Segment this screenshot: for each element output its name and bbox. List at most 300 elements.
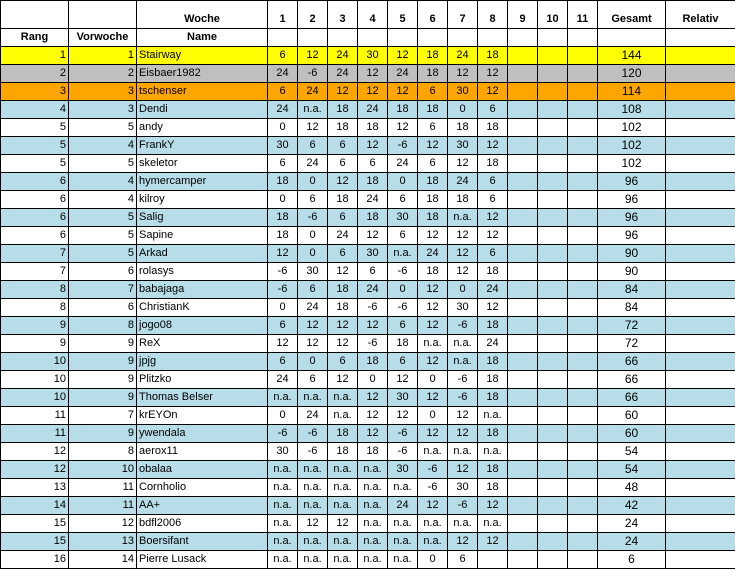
week-score-cell-empty xyxy=(538,551,568,569)
relative-cell xyxy=(666,83,735,101)
week-score-cell: 12 xyxy=(478,65,508,83)
week-score-cell: 18 xyxy=(358,119,388,137)
week-score-cell: 6 xyxy=(268,317,298,335)
table-row xyxy=(1,245,735,263)
rank-cell: 6 xyxy=(1,173,69,191)
week-score-cell: 6 xyxy=(388,353,418,371)
header-vorwoche: Vorwoche xyxy=(69,29,137,47)
week-score-cell: 6 xyxy=(268,47,298,65)
week-score-cell: -6 xyxy=(418,479,448,497)
table-row xyxy=(1,371,735,389)
week-score-cell: 24 xyxy=(448,173,478,191)
week-score-cell: n.a. xyxy=(478,443,508,461)
week-score-cell: 12 xyxy=(268,245,298,263)
week-score-cell-empty xyxy=(568,191,598,209)
header-row-labels xyxy=(1,29,735,47)
table-row xyxy=(1,191,735,209)
week-score-cell: n.a. xyxy=(298,389,328,407)
relative-cell xyxy=(666,425,735,443)
player-name-cell: kilroy xyxy=(137,191,268,209)
week-score-cell: 18 xyxy=(478,263,508,281)
week-score-cell: 12 xyxy=(448,533,478,551)
week-score-cell: 12 xyxy=(418,137,448,155)
week-score-cell: 12 xyxy=(268,335,298,353)
player-name-cell: Cornholio xyxy=(137,479,268,497)
week-score-cell: 18 xyxy=(418,191,448,209)
week-score-cell: 18 xyxy=(358,353,388,371)
rank-cell: 8 xyxy=(1,299,69,317)
relative-cell xyxy=(666,479,735,497)
relative-cell xyxy=(666,281,735,299)
week-score-cell: -6 xyxy=(388,137,418,155)
week-score-cell: n.a. xyxy=(388,479,418,497)
previous-week-cell: 3 xyxy=(69,83,137,101)
week-score-cell: 6 xyxy=(478,191,508,209)
week-score-cell: 18 xyxy=(478,47,508,65)
week-score-cell: 0 xyxy=(448,101,478,119)
week-score-cell-empty xyxy=(508,407,538,425)
week-score-cell: 0 xyxy=(298,173,328,191)
total-cell: 66 xyxy=(598,353,666,371)
week-score-cell-empty xyxy=(538,245,568,263)
week-score-cell-empty xyxy=(538,371,568,389)
week-score-cell: 18 xyxy=(478,353,508,371)
relative-cell xyxy=(666,191,735,209)
week-score-cell-empty xyxy=(508,83,538,101)
week-score-cell: 30 xyxy=(448,479,478,497)
week-score-cell: 18 xyxy=(478,371,508,389)
week-score-cell: 6 xyxy=(388,227,418,245)
week-score-cell: 0 xyxy=(268,299,298,317)
header-name: Name xyxy=(137,29,268,47)
week-score-cell: 6 xyxy=(328,137,358,155)
week-score-cell-empty xyxy=(538,389,568,407)
week-score-cell: 12 xyxy=(388,119,418,137)
week-score-cell: 24 xyxy=(358,191,388,209)
table-row xyxy=(1,155,735,173)
header-blank xyxy=(448,29,478,47)
week-score-cell-empty xyxy=(568,155,598,173)
total-cell: 60 xyxy=(598,407,666,425)
total-cell: 102 xyxy=(598,137,666,155)
rank-cell: 16 xyxy=(1,551,69,569)
relative-cell xyxy=(666,137,735,155)
week-score-cell: 12 xyxy=(448,155,478,173)
relative-cell xyxy=(666,245,735,263)
week-score-cell: n.a. xyxy=(478,515,508,533)
week-score-cell-empty xyxy=(568,335,598,353)
header-blank xyxy=(598,29,666,47)
week-score-cell: 18 xyxy=(418,101,448,119)
rank-cell: 5 xyxy=(1,119,69,137)
header-week-6: 6 xyxy=(418,1,448,29)
week-score-cell-empty xyxy=(568,497,598,515)
week-score-cell: 0 xyxy=(418,371,448,389)
week-score-cell: 30 xyxy=(298,263,328,281)
week-score-cell: n.a. xyxy=(358,515,388,533)
week-score-cell-empty xyxy=(538,299,568,317)
week-score-cell: 12 xyxy=(358,317,388,335)
table-row xyxy=(1,497,735,515)
rank-cell: 4 xyxy=(1,101,69,119)
week-score-cell: 6 xyxy=(268,353,298,371)
week-score-cell-empty xyxy=(538,353,568,371)
player-name-cell: jogo08 xyxy=(137,317,268,335)
player-name-cell: skeletor xyxy=(137,155,268,173)
total-cell: 90 xyxy=(598,263,666,281)
week-score-cell-empty xyxy=(508,533,538,551)
rank-cell: 15 xyxy=(1,515,69,533)
week-score-cell: 0 xyxy=(268,191,298,209)
previous-week-cell: 5 xyxy=(69,245,137,263)
total-cell: 96 xyxy=(598,173,666,191)
week-score-cell-empty xyxy=(538,101,568,119)
week-score-cell: -6 xyxy=(388,299,418,317)
week-score-cell: 6 xyxy=(328,353,358,371)
total-cell: 6 xyxy=(598,551,666,569)
week-score-cell: 30 xyxy=(388,461,418,479)
player-name-cell: ReX xyxy=(137,335,268,353)
relative-cell xyxy=(666,335,735,353)
player-name-cell: Stairway xyxy=(137,47,268,65)
relative-cell xyxy=(666,209,735,227)
week-score-cell: n.a. xyxy=(298,551,328,569)
player-name-cell: bdfl2006 xyxy=(137,515,268,533)
header-blank xyxy=(268,29,298,47)
week-score-cell: 12 xyxy=(418,497,448,515)
week-score-cell: 24 xyxy=(478,335,508,353)
week-score-cell-empty xyxy=(568,245,598,263)
week-score-cell-empty xyxy=(568,263,598,281)
week-score-cell-empty xyxy=(568,371,598,389)
week-score-cell-empty xyxy=(508,47,538,65)
table-row xyxy=(1,47,735,65)
rank-cell: 6 xyxy=(1,191,69,209)
previous-week-cell: 4 xyxy=(69,173,137,191)
week-score-cell: 12 xyxy=(418,299,448,317)
week-score-cell: 18 xyxy=(418,263,448,281)
rank-cell: 5 xyxy=(1,137,69,155)
week-score-cell: 12 xyxy=(328,317,358,335)
table-row xyxy=(1,299,735,317)
week-score-cell: -6 xyxy=(268,281,298,299)
table-row xyxy=(1,443,735,461)
week-score-cell: 12 xyxy=(448,263,478,281)
week-score-cell: 0 xyxy=(358,371,388,389)
week-score-cell-empty xyxy=(538,461,568,479)
week-score-cell-empty xyxy=(538,335,568,353)
week-score-cell: 6 xyxy=(298,371,328,389)
week-score-cell: 6 xyxy=(328,155,358,173)
week-score-cell: 24 xyxy=(358,281,388,299)
player-name-cell: Boersifant xyxy=(137,533,268,551)
header-week-10: 10 xyxy=(538,1,568,29)
rank-cell: 14 xyxy=(1,497,69,515)
relative-cell xyxy=(666,443,735,461)
week-score-cell: 18 xyxy=(418,47,448,65)
week-score-cell: 30 xyxy=(358,47,388,65)
week-score-cell: 30 xyxy=(448,299,478,317)
week-score-cell-empty xyxy=(508,461,538,479)
week-score-cell: 24 xyxy=(358,101,388,119)
week-score-cell-empty xyxy=(538,407,568,425)
week-score-cell-empty xyxy=(568,299,598,317)
week-score-cell-empty xyxy=(538,209,568,227)
week-score-cell: 12 xyxy=(478,137,508,155)
header-blank xyxy=(418,29,448,47)
previous-week-cell: 6 xyxy=(69,263,137,281)
week-score-cell: 30 xyxy=(358,245,388,263)
week-score-cell: n.a. xyxy=(388,551,418,569)
week-score-cell: n.a. xyxy=(328,407,358,425)
header-week-11: 11 xyxy=(568,1,598,29)
relative-cell xyxy=(666,317,735,335)
week-score-cell-empty xyxy=(568,281,598,299)
total-cell: 42 xyxy=(598,497,666,515)
total-cell: 102 xyxy=(598,155,666,173)
week-score-cell: 12 xyxy=(358,83,388,101)
week-score-cell: 12 xyxy=(448,461,478,479)
header-week-2: 2 xyxy=(298,1,328,29)
previous-week-cell: 5 xyxy=(69,119,137,137)
week-score-cell: 12 xyxy=(358,407,388,425)
week-score-cell: 30 xyxy=(448,83,478,101)
week-score-cell: 18 xyxy=(358,209,388,227)
week-score-cell: n.a. xyxy=(448,353,478,371)
week-score-cell: 12 xyxy=(358,65,388,83)
previous-week-cell: 1 xyxy=(69,47,137,65)
week-score-cell-empty xyxy=(538,173,568,191)
week-score-cell: 12 xyxy=(418,281,448,299)
week-score-cell: 0 xyxy=(418,407,448,425)
week-score-cell-empty xyxy=(508,101,538,119)
table-row xyxy=(1,209,735,227)
table-row xyxy=(1,173,735,191)
relative-cell xyxy=(666,65,735,83)
week-score-cell: 24 xyxy=(328,65,358,83)
week-score-cell-empty xyxy=(508,263,538,281)
player-name-cell: babajaga xyxy=(137,281,268,299)
rank-cell: 9 xyxy=(1,335,69,353)
week-score-cell: 12 xyxy=(418,353,448,371)
week-score-cell-empty xyxy=(508,551,538,569)
week-score-cell-empty xyxy=(568,137,598,155)
header-woche: Woche xyxy=(137,1,268,29)
previous-week-cell: 3 xyxy=(69,101,137,119)
week-score-cell-empty xyxy=(508,299,538,317)
week-score-cell-empty xyxy=(508,497,538,515)
week-score-cell: n.a. xyxy=(358,479,388,497)
week-score-cell: 12 xyxy=(478,533,508,551)
week-score-cell-empty xyxy=(508,245,538,263)
relative-cell xyxy=(666,299,735,317)
relative-cell xyxy=(666,371,735,389)
week-score-cell: 12 xyxy=(478,497,508,515)
week-score-cell: n.a. xyxy=(328,461,358,479)
rank-cell: 7 xyxy=(1,263,69,281)
relative-cell xyxy=(666,155,735,173)
player-name-cell: andy xyxy=(137,119,268,137)
player-name-cell: krEYOn xyxy=(137,407,268,425)
week-score-cell: 12 xyxy=(418,317,448,335)
header-week-4: 4 xyxy=(358,1,388,29)
week-score-cell-empty xyxy=(508,479,538,497)
week-score-cell: 6 xyxy=(418,155,448,173)
week-score-cell: 0 xyxy=(388,173,418,191)
week-score-cell: n.a. xyxy=(358,461,388,479)
player-name-cell: Pierre Lusack xyxy=(137,551,268,569)
week-score-cell: 12 xyxy=(298,335,328,353)
week-score-cell: 18 xyxy=(478,155,508,173)
week-score-cell-empty xyxy=(568,479,598,497)
week-score-cell: 18 xyxy=(418,65,448,83)
week-score-cell-empty xyxy=(508,191,538,209)
header-gesamt: Gesamt xyxy=(598,1,666,29)
week-score-cell: n.a. xyxy=(328,497,358,515)
week-score-cell-empty xyxy=(568,425,598,443)
player-name-cell: obalaa xyxy=(137,461,268,479)
previous-week-cell: 7 xyxy=(69,407,137,425)
week-score-cell-empty xyxy=(478,551,508,569)
previous-week-cell: 13 xyxy=(69,533,137,551)
previous-week-cell: 7 xyxy=(69,281,137,299)
player-name-cell: tschenser xyxy=(137,83,268,101)
week-score-cell-empty xyxy=(508,137,538,155)
week-score-cell: 24 xyxy=(298,83,328,101)
previous-week-cell: 11 xyxy=(69,479,137,497)
player-name-cell: Dendi xyxy=(137,101,268,119)
week-score-cell: n.a. xyxy=(388,245,418,263)
week-score-cell: 18 xyxy=(328,119,358,137)
week-score-cell: 12 xyxy=(478,227,508,245)
header-blank xyxy=(478,29,508,47)
previous-week-cell: 11 xyxy=(69,497,137,515)
week-score-cell-empty xyxy=(508,119,538,137)
week-score-cell: 12 xyxy=(328,515,358,533)
week-score-cell-empty xyxy=(568,515,598,533)
player-name-cell: Arkad xyxy=(137,245,268,263)
week-score-cell: n.a. xyxy=(358,551,388,569)
week-score-cell: n.a. xyxy=(268,389,298,407)
week-score-cell-empty xyxy=(538,227,568,245)
previous-week-cell: 6 xyxy=(69,299,137,317)
header-relativ: Relativ xyxy=(666,1,735,29)
total-cell: 72 xyxy=(598,317,666,335)
week-score-cell: 6 xyxy=(418,83,448,101)
week-score-cell: n.a. xyxy=(358,533,388,551)
relative-cell xyxy=(666,101,735,119)
week-score-cell: n.a. xyxy=(478,407,508,425)
player-name-cell: rolasys xyxy=(137,263,268,281)
week-score-cell: 6 xyxy=(268,83,298,101)
week-score-cell: 30 xyxy=(268,137,298,155)
week-score-cell-empty xyxy=(538,281,568,299)
week-score-cell-empty xyxy=(538,119,568,137)
week-score-cell: 24 xyxy=(388,497,418,515)
header-week-5: 5 xyxy=(388,1,418,29)
player-name-cell: jpjg xyxy=(137,353,268,371)
week-score-cell-empty xyxy=(568,353,598,371)
table-row xyxy=(1,335,735,353)
table-row xyxy=(1,353,735,371)
week-score-cell-empty xyxy=(538,317,568,335)
rank-cell: 13 xyxy=(1,479,69,497)
week-score-cell-empty xyxy=(568,407,598,425)
week-score-cell: n.a. xyxy=(328,479,358,497)
week-score-cell: 6 xyxy=(358,263,388,281)
week-score-cell: 12 xyxy=(358,227,388,245)
week-score-cell: 18 xyxy=(358,443,388,461)
rank-cell: 3 xyxy=(1,83,69,101)
week-score-cell: 12 xyxy=(448,65,478,83)
header-week-1: 1 xyxy=(268,1,298,29)
week-score-cell: -6 xyxy=(298,443,328,461)
total-cell: 84 xyxy=(598,299,666,317)
week-score-cell: 24 xyxy=(418,245,448,263)
previous-week-cell: 9 xyxy=(69,353,137,371)
week-score-cell: 18 xyxy=(328,101,358,119)
week-score-cell: 18 xyxy=(388,101,418,119)
relative-cell xyxy=(666,119,735,137)
total-cell: 66 xyxy=(598,389,666,407)
week-score-cell-empty xyxy=(538,65,568,83)
week-score-cell-empty xyxy=(538,425,568,443)
week-score-cell: 6 xyxy=(388,191,418,209)
week-score-cell: n.a. xyxy=(418,335,448,353)
week-score-cell: 12 xyxy=(298,119,328,137)
week-score-cell-empty xyxy=(568,65,598,83)
week-score-cell: 12 xyxy=(298,47,328,65)
previous-week-cell: 4 xyxy=(69,137,137,155)
week-score-cell-empty xyxy=(508,515,538,533)
relative-cell xyxy=(666,227,735,245)
player-name-cell: AA+ xyxy=(137,497,268,515)
total-cell: 66 xyxy=(598,371,666,389)
week-score-cell: 24 xyxy=(448,47,478,65)
week-score-cell: n.a. xyxy=(268,551,298,569)
player-name-cell: ChristianK xyxy=(137,299,268,317)
week-score-cell: 18 xyxy=(478,425,508,443)
week-score-cell: 12 xyxy=(448,245,478,263)
table-row xyxy=(1,137,735,155)
week-score-cell: 12 xyxy=(328,83,358,101)
week-score-cell: -6 xyxy=(268,425,298,443)
week-score-cell-empty xyxy=(568,317,598,335)
week-score-cell: 0 xyxy=(268,407,298,425)
rank-cell: 7 xyxy=(1,245,69,263)
relative-cell xyxy=(666,173,735,191)
week-score-cell-empty xyxy=(568,443,598,461)
week-score-cell: n.a. xyxy=(298,461,328,479)
week-score-cell: 12 xyxy=(328,263,358,281)
week-score-cell: 6 xyxy=(388,317,418,335)
total-cell: 96 xyxy=(598,191,666,209)
rank-cell: 10 xyxy=(1,371,69,389)
week-score-cell: 18 xyxy=(328,191,358,209)
total-cell: 96 xyxy=(598,227,666,245)
week-score-cell: 6 xyxy=(268,155,298,173)
week-score-cell: n.a. xyxy=(448,209,478,227)
week-score-cell: 6 xyxy=(478,245,508,263)
week-score-cell: 24 xyxy=(388,155,418,173)
week-score-cell-empty xyxy=(568,83,598,101)
week-score-cell: n.a. xyxy=(418,515,448,533)
week-score-cell: -6 xyxy=(448,371,478,389)
rank-cell: 12 xyxy=(1,461,69,479)
total-cell: 108 xyxy=(598,101,666,119)
week-score-cell: 0 xyxy=(418,551,448,569)
total-cell: 102 xyxy=(598,119,666,137)
